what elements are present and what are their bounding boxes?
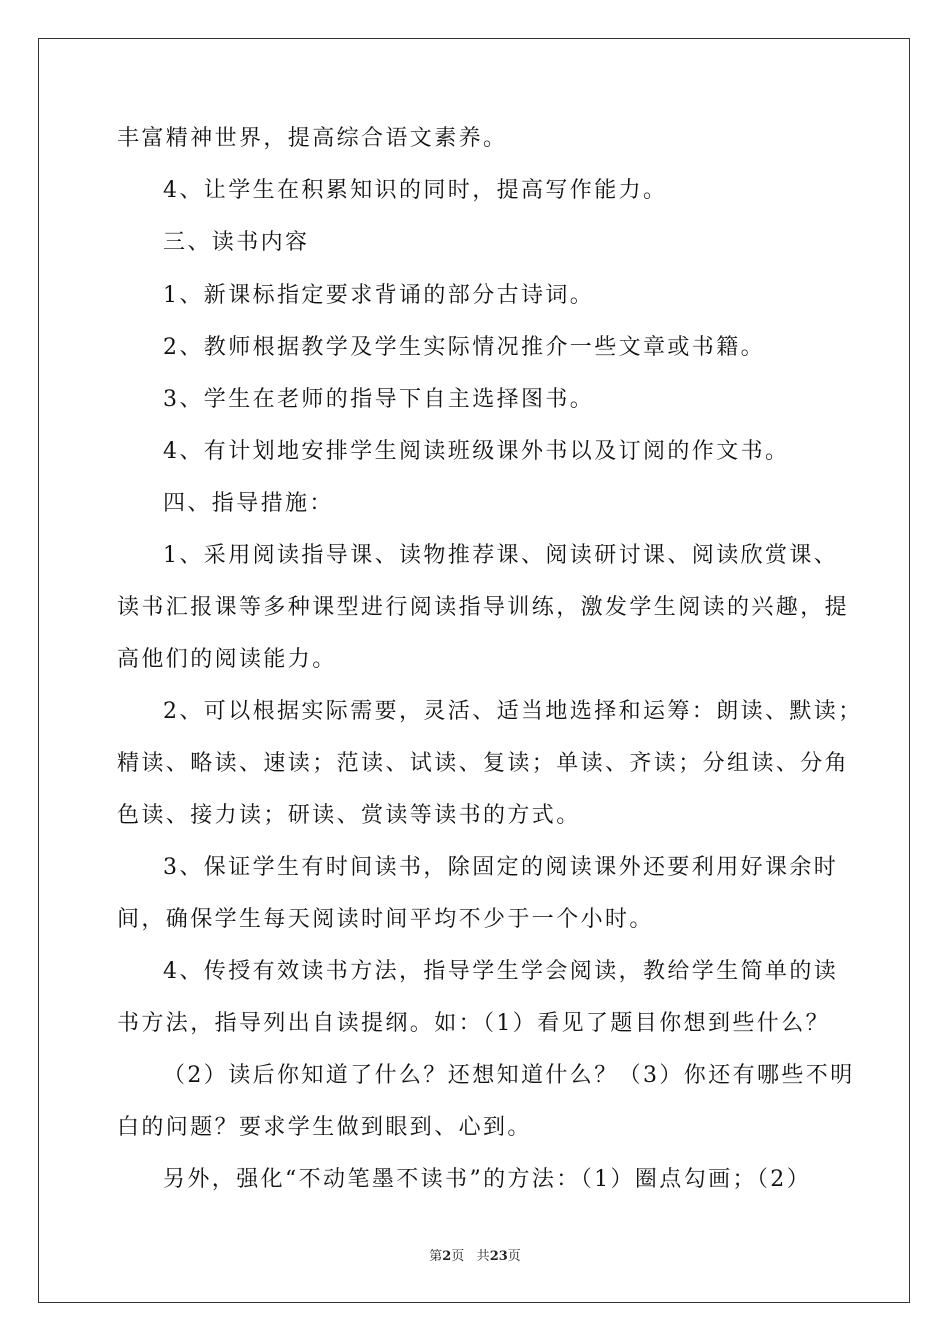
text-line: 4、有计划地安排学生阅读班级课外书以及订阅的作文书。 — [163, 439, 790, 464]
text-line: 2、教师根据教学及学生实际情况推介一些文章或书籍。 — [163, 335, 765, 360]
text-line: 白的问题？要求学生做到眼到、心到。 — [117, 1115, 532, 1140]
page-current: 2 — [442, 1249, 452, 1264]
text-line: 1、新课标指定要求背诵的部分古诗词。 — [163, 283, 595, 308]
text-line: 书方法，指导列出自读提纲。如：（1）看见了题目你想到些什么？ — [117, 1011, 830, 1036]
text-line: 色读、接力读；研读、赏读等读书的方式。 — [117, 803, 581, 828]
text-line: 3、保证学生有时间读书，除固定的阅读课外还要利用好课余时 — [163, 855, 839, 880]
page-unit: 页 — [451, 1249, 465, 1264]
text-line: 间，确保学生每天阅读时间平均不少于一个小时。 — [117, 907, 654, 932]
text-line: 另外，强化“不动笔墨不读书”的方法：（1）圈点勾画；（2） — [163, 1167, 812, 1192]
page-total: 23 — [489, 1249, 508, 1264]
text-line: 丰富精神世界，提高综合语文素养。 — [117, 126, 508, 151]
text-line: 4、传授有效读书方法，指导学生学会阅读，教给学生简单的读 — [163, 959, 839, 984]
text-line: 精读、略读、速读；范读、试读、复读；单读、齐读；分组读、分角 — [117, 751, 850, 776]
section-heading: 三、读书内容 — [163, 230, 310, 255]
text-line: 高他们的阅读能力。 — [117, 647, 337, 672]
text-line: 1、采用阅读指导课、读物推荐课、阅读研讨课、阅读欣赏课、 — [163, 543, 839, 568]
text-line: 2、可以根据实际需要，灵活、适当地选择和运筹：朗读、默读； — [163, 699, 863, 724]
text-line: 3、学生在老师的指导下自主选择图书。 — [163, 387, 595, 412]
text-line: 读书汇报课等多种课型进行阅读指导训练，激发学生阅读的兴趣，提 — [117, 595, 850, 620]
text-line: 4、让学生在积累知识的同时，提高写作能力。 — [163, 178, 668, 203]
text-line: （2）读后你知道了什么？还想知道什么？（3）你还有哪些不明 — [163, 1063, 855, 1088]
total-unit: 页 — [507, 1249, 521, 1264]
page-footer — [0, 1248, 950, 1266]
page-prefix: 第 — [429, 1249, 443, 1264]
total-prefix: 共 — [476, 1249, 490, 1264]
section-heading: 四、指导措施： — [163, 491, 334, 516]
